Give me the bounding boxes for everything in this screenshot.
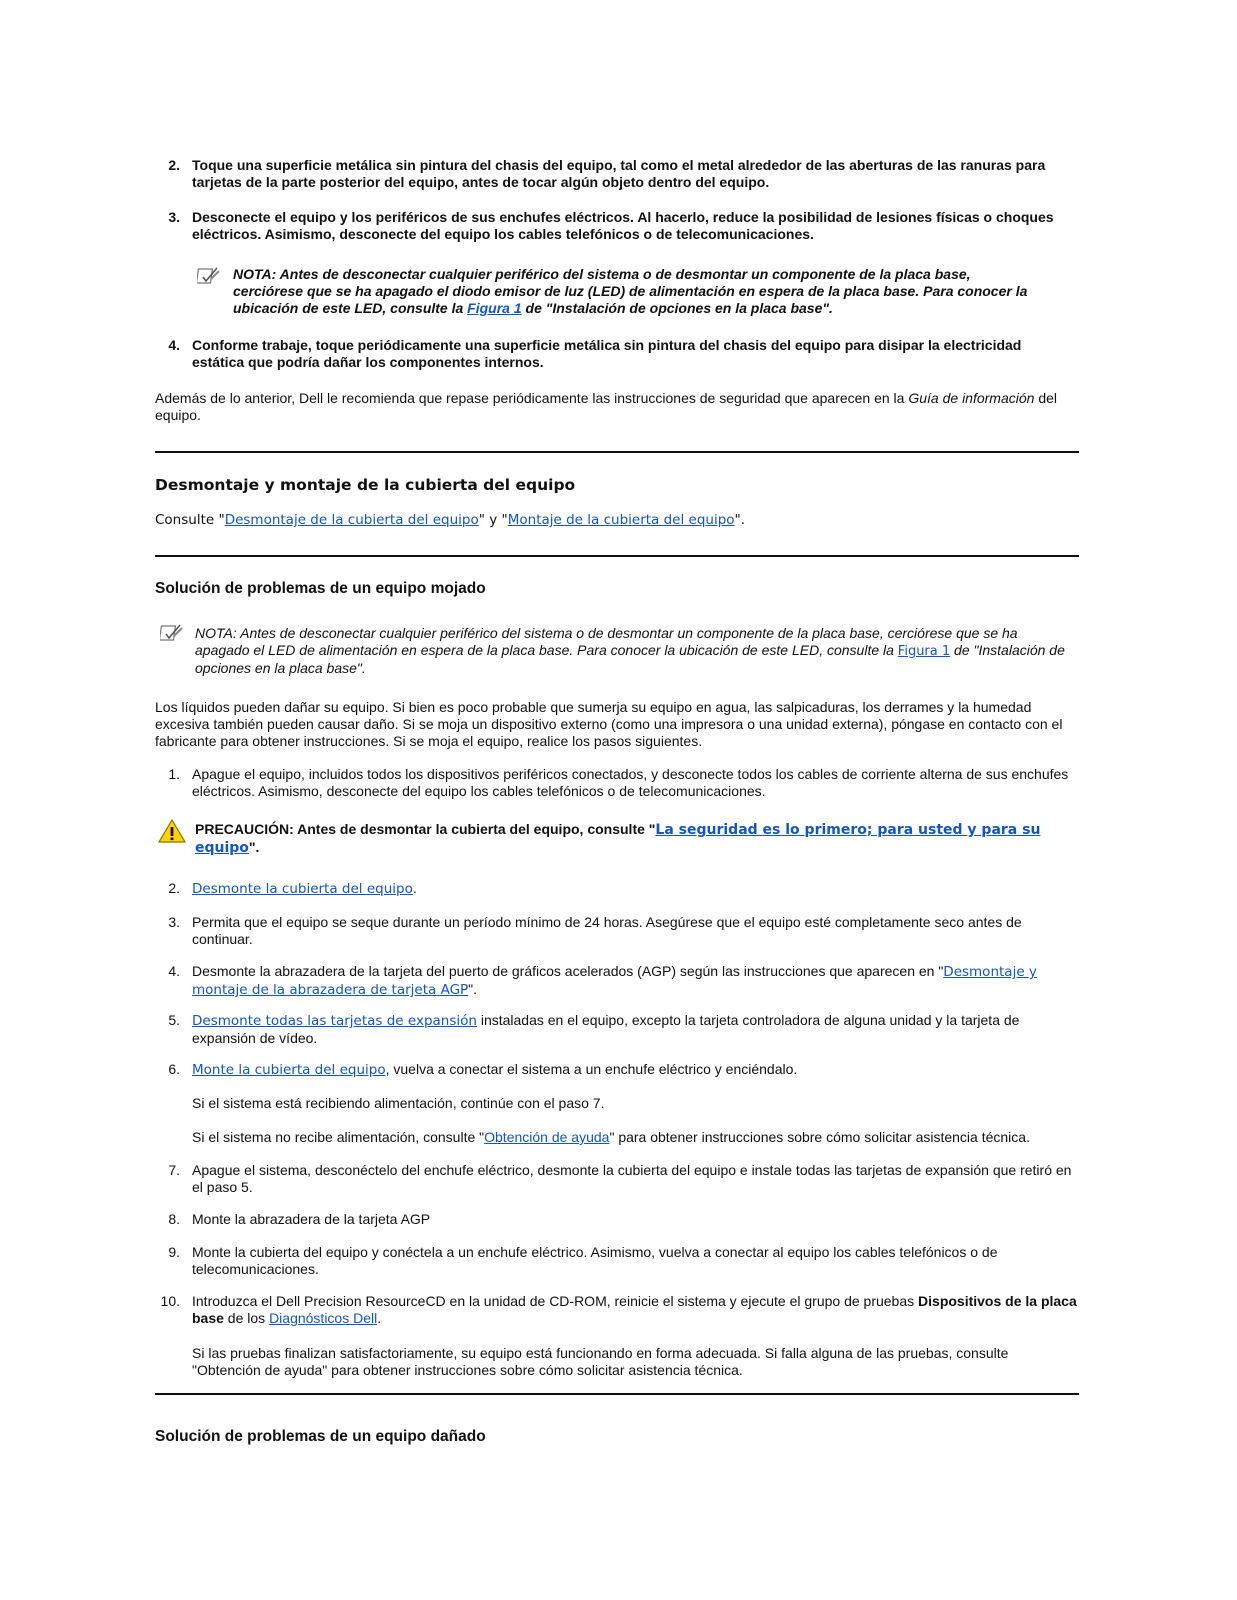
note-text-part: NOTA: Antes de desconectar cualquier periférico del sistema o de desmontar un componente de la placa base, cerciórese que se ha apagado el LED de alimentación en espera de la placa base. Para conocer la ubicación de este LED, consulte la: [195, 625, 1018, 658]
install-cover-link[interactable]: Monte la cubierta del equipo: [192, 1062, 386, 1078]
note-pencil-icon: [160, 622, 186, 644]
text-part: instaladas en el equipo, excepto la tarjeta controladora de alguna unidad y la tarjeta de expansión de vídeo.: [192, 1012, 1020, 1046]
step-text: Toque una superficie metálica sin pintura del chasis del equipo, tal como el metal alrededor de las aberturas de las ranuras para tarjetas de la parte posterior del equipo, antes de tocar algún objeto dentro del equipo.: [192, 157, 1046, 190]
step-number: 2.: [168, 880, 180, 896]
caution-warning-icon: [158, 819, 186, 843]
step-number: 1.: [168, 766, 180, 782]
agp-bracket-link[interactable]: Desmontaje y montaje de la abrazadera de tarjeta AGP: [192, 964, 1037, 998]
step-number: 10.: [160, 1293, 180, 1309]
text-part: de los: [223, 1310, 270, 1326]
paragraph-part: Además de lo anterior, Dell le recomienda que repase periódicamente las instrucciones de seguridad que aparecen en la: [155, 390, 909, 406]
step-text: Monte la abrazadera de la tarjeta AGP: [192, 1211, 431, 1227]
paragraph-part: del equipo.: [155, 390, 1058, 423]
section-divider: [155, 451, 1079, 453]
step-number: 3.: [168, 209, 180, 225]
step-subtext: [192, 1129, 1078, 1146]
section-divider: [155, 555, 1079, 557]
figure-1-link[interactable]: Figura 1: [897, 644, 951, 659]
step-number: 6.: [168, 1061, 180, 1077]
step-text: [192, 1293, 1078, 1327]
test-group-name: Dispositivos de la placa base: [192, 1293, 1077, 1326]
step-text: Apague el sistema, desconéctelo del enchufe eléctrico, desmonte la cubierta del equipo e instale todas las tarjetas de expansión que retiró en el paso 5.: [192, 1162, 1072, 1195]
text-part: ".: [734, 512, 746, 528]
caution-text-part: ".: [248, 839, 260, 855]
text-part: Consulte ": [155, 512, 225, 528]
step-text: [192, 1012, 1078, 1047]
step-number: 3.: [168, 914, 180, 930]
note-text-part: NOTA: Antes de desconectar cualquier periférico del sistema o de desmontar un componente de la placa base, cerciórese que se ha apagado el diodo emisor de luz (LED) de alimentación en espera de la placa base. Para conocer la ubicación de este LED, consulte la: [233, 266, 1028, 316]
step-number: 7.: [168, 1162, 180, 1178]
text-part: " y ": [478, 512, 508, 528]
text-part: Desmonte la abrazadera de la tarjeta del puerto de gráficos acelerados (AGP) según las instrucciones que aparecen en ": [192, 963, 944, 979]
step-text: Desconecte el equipo y los periféricos de sus enchufes eléctricos. Al hacerlo, reduce la posibilidad de lesiones físicas o choques eléctricos. Asimismo, desconecte del equipo los cables telefónicos o de telecomunicaciones.: [192, 209, 1054, 242]
note-text-part: de "Instalación de opciones en la placa base".: [195, 642, 1065, 676]
step-text: Apague el equipo, incluidos todos los dispositivos periféricos conectados, y desconecte todos los cables de corriente alterna de sus enchufes eléctricos. Asimismo, desconecte del equipo los cables telefónicos o de telecomunicaciones.: [192, 766, 1069, 799]
remove-cover-link[interactable]: Desmontaje de la cubierta del equipo: [224, 512, 479, 528]
step-number: 4.: [168, 963, 180, 979]
section-divider: [155, 1393, 1079, 1395]
remove-cards-link[interactable]: Desmonte todas las tarjetas de expansión: [192, 1013, 477, 1029]
note-text: [233, 266, 1033, 317]
text-part: " para obtener instrucciones sobre cómo solicitar asistencia técnica.: [609, 1129, 1030, 1145]
text-part: , vuelva a conectar el sistema a un enchufe eléctrico y enciéndalo.: [385, 1061, 798, 1077]
note-text-part: de "Instalación de opciones en la placa base".: [521, 300, 833, 316]
step-text: Monte la cubierta del equipo y conéctela a un enchufe eléctrico. Asimismo, vuelva a conectar al equipo los cables telefónicos o de telecomunicaciones.: [192, 1244, 998, 1277]
step-number: 5.: [168, 1012, 180, 1028]
guide-title: Guía de información: [908, 390, 1035, 406]
remove-cover-link[interactable]: Desmonte la cubierta del equipo: [192, 881, 413, 897]
section-heading: Desmontaje y montaje de la cubierta del equipo: [155, 476, 576, 494]
text-part: Si el sistema no recibe alimentación, consulte ": [192, 1129, 485, 1145]
step-text: [192, 963, 1078, 999]
step-text: [192, 880, 1078, 898]
step-text: [192, 1061, 1078, 1079]
text-part: Introduzca el Dell Precision ResourceCD en la unidad de CD-ROM, reinicie el sistema y ejecute el grupo de pruebas: [192, 1293, 919, 1309]
caution-text: [195, 821, 1065, 857]
step-text: Permita que el equipo se seque durante un período mínimo de 24 horas. Asegúrese que el equipo esté completamente seco antes de continuar.: [192, 914, 1022, 947]
safety-first-link[interactable]: La seguridad es lo primero; para usted y para su equipo: [195, 822, 1041, 856]
text-part: ".: [468, 981, 478, 997]
install-cover-link[interactable]: Montaje de la cubierta del equipo: [507, 512, 735, 528]
note-text: [195, 625, 1075, 677]
dell-diagnostics-link[interactable]: Diagnósticos Dell: [269, 1310, 378, 1326]
section-text: [155, 512, 745, 529]
step-number: 2.: [168, 157, 180, 173]
step-subtext: Si las pruebas finalizan satisfactoriamente, su equipo está funcionando en forma adecuada. Si falla alguna de las pruebas, consulte "Obtención de ayuda" para obtener instrucciones sobre cómo solicitar asistencia técnica.: [192, 1345, 1009, 1378]
step-text: Conforme trabaje, toque periódicamente una superficie metálica sin pintura del chasis del equipo para disipar la electricidad estática que podría dañar los componentes internos.: [192, 337, 1022, 370]
step-number: 8.: [168, 1211, 180, 1227]
get-help-link[interactable]: Obtención de ayuda: [484, 1129, 610, 1145]
section-heading: Solución de problemas de un equipo dañado: [155, 1428, 486, 1445]
step-subtext: Si el sistema está recibiendo alimentación, continúe con el paso 7.: [192, 1095, 605, 1111]
text-part: .: [412, 880, 417, 896]
section-heading: Solución de problemas de un equipo mojado: [155, 580, 486, 597]
figure-1-link[interactable]: Figura 1: [467, 300, 522, 316]
safety-paragraph: [155, 390, 1080, 424]
caution-text-part: PRECAUCIÓN: Antes de desmontar la cubierta del equipo, consulte ": [195, 821, 656, 837]
text-part: .: [377, 1310, 382, 1326]
note-pencil-icon: [197, 265, 223, 287]
step-number: 4.: [168, 337, 180, 353]
step-number: 9.: [168, 1244, 180, 1260]
liquids-paragraph: Los líquidos pueden dañar su equipo. Si bien es poco probable que sumerja su equipo en agua, las salpicaduras, los derrames y la humedad excesiva también pueden causar daño. Si se moja un dispositivo externo (como una impresora o una unidad externa), póngase en contacto con el fabricante para obtener instrucciones. Si se moja el equipo, realice los pasos siguientes.: [155, 699, 1063, 749]
